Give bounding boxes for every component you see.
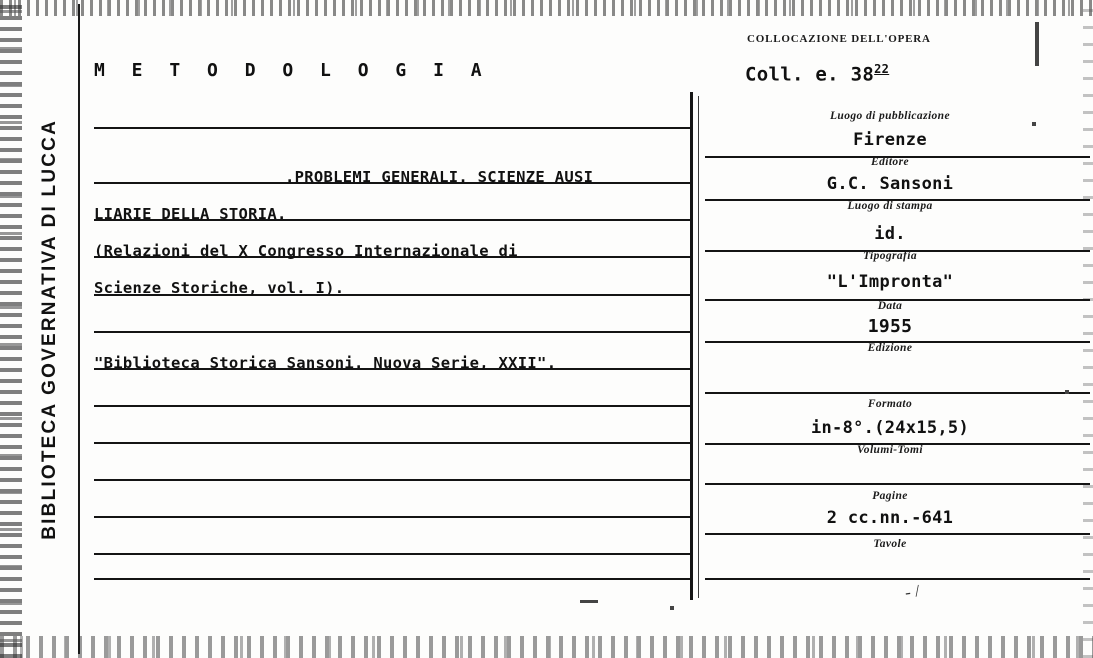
rule-line — [94, 479, 690, 481]
rule-line — [94, 578, 690, 580]
field-value-luogo-pubblicazione: Firenze — [853, 130, 927, 150]
rule-line — [705, 578, 1090, 580]
rule-line — [94, 442, 690, 444]
scan-artifact — [1032, 122, 1036, 126]
field-label-luogo-stampa: Luogo di stampa — [847, 200, 933, 212]
scan-artifact — [670, 606, 674, 610]
rule-line — [94, 127, 690, 129]
field-value-data: 1955 — [867, 316, 913, 337]
scan-artifact — [580, 600, 598, 603]
shelfmark-label: COLLOCAZIONE DELL'OPERA — [747, 33, 931, 45]
field-value-pagine: 2 cc.nn.-641 — [826, 508, 954, 528]
card-form — [80, 0, 1093, 658]
column-divider-shadow — [698, 96, 699, 598]
shelfmark-superscript: 22 — [874, 62, 890, 76]
field-label-data: Data — [877, 300, 903, 312]
field-label-formato: Formato — [867, 398, 913, 410]
body-line-1: .PROBLEMI GENERALI. SCIENZE AUSI — [285, 168, 594, 186]
library-stamp — [22, 4, 80, 654]
body-line-5: "Biblioteca Storica Sansoni. Nuova Serie, XXII". — [94, 354, 557, 372]
rule-line — [94, 405, 690, 407]
rule-line — [705, 533, 1090, 535]
scan-artifact — [1065, 390, 1069, 394]
body-line-3: (Relazioni del X Congresso Internazionale di — [94, 242, 518, 260]
library-stamp-text: BIBLIOTECA GOVERNATIVA DI LUCCA — [39, 118, 60, 540]
field-label-luogo-pubblicazione: Luogo di pubblicazione — [830, 110, 950, 122]
field-label-tipografia: Tipografia — [862, 250, 918, 262]
pencil-mark: - / — [903, 581, 921, 602]
rule-line — [705, 483, 1090, 485]
title-main: M E T O D O L O G I A — [94, 60, 490, 81]
field-label-pagine: Pagine — [872, 490, 908, 502]
scan-noise-left — [0, 0, 22, 658]
body-line-4: Scienze Storiche, vol. I). — [94, 279, 345, 297]
column-divider — [690, 92, 693, 600]
scan-artifact — [1035, 22, 1039, 66]
field-value-formato: in-8°.(24x15,5) — [810, 418, 970, 438]
shelfmark-value: Coll. e. $38^{22}$ — [745, 62, 890, 86]
field-value-luogo-stampa: id. — [874, 224, 906, 244]
field-value-tipografia: "L'Impronta" — [826, 272, 954, 292]
rule-line — [705, 392, 1090, 394]
body-line-2: LIARIE DELLA STORIA. — [94, 205, 287, 223]
field-label-volumi-tomi: Volumi-Tomi — [857, 444, 923, 456]
rule-line — [94, 516, 690, 518]
field-value-editore: G.C. Sansoni — [826, 174, 954, 194]
field-label-edizione: Edizione — [867, 342, 913, 354]
field-label-editore: Editore — [871, 156, 909, 168]
field-label-tavole: Tavole — [873, 538, 907, 550]
rule-line — [94, 553, 690, 555]
rule-line — [94, 331, 690, 333]
